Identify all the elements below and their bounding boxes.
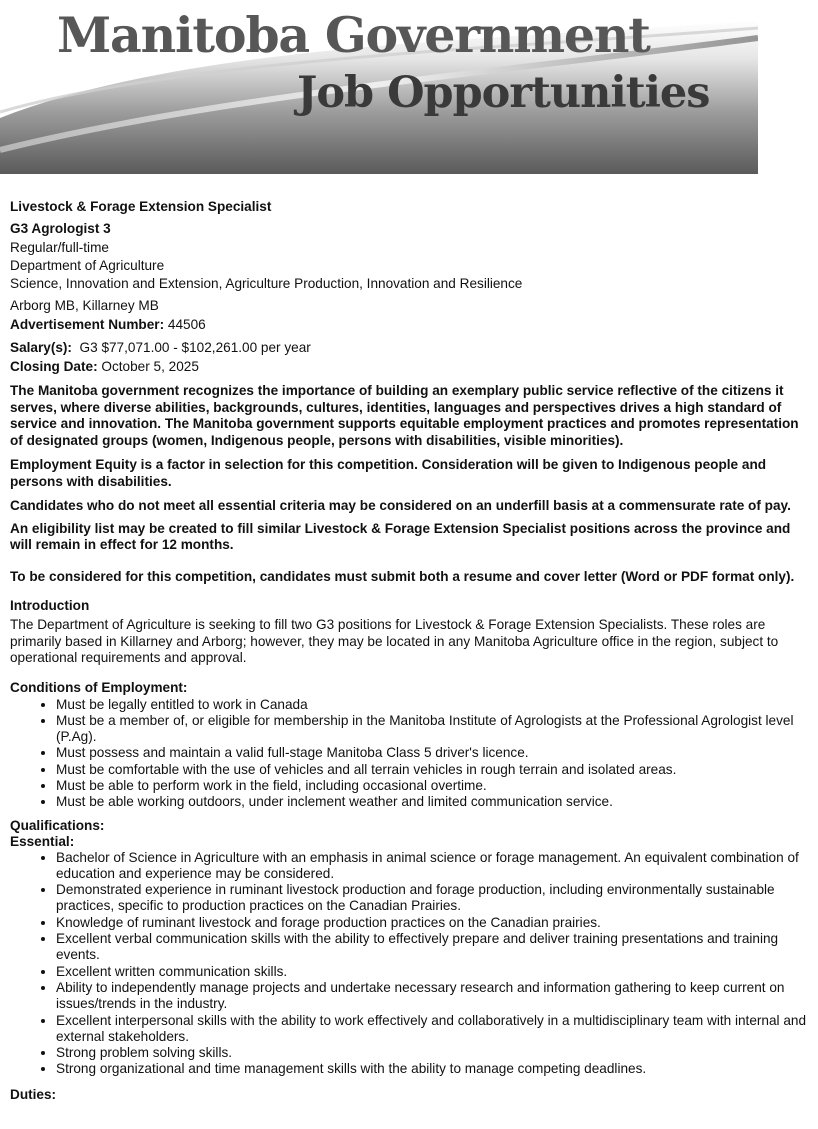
salary-value: G3 $77,071.00 - $102,261.00 per year bbox=[79, 340, 311, 355]
closing-date: October 5, 2025 bbox=[101, 359, 199, 374]
salary-row bbox=[10, 338, 810, 357]
list-item: • Strong organizational and time management skills with the ability to manage competing deadlines. bbox=[56, 1061, 810, 1077]
list-item: • Knowledge of ruminant livestock and forage production practices on the Canadian prairies. bbox=[56, 915, 810, 931]
list-item: • Must be legally entitled to work in Canada bbox=[56, 697, 810, 713]
list-item: • Must be a member of, or eligible for membership in the Manitoba Institute of Agrologists at the Professional Agrologist level (P.Ag). bbox=[56, 713, 810, 746]
list-item: • Must be comfortable with the use of vehicles and all terrain vehicles in rough terrain and isolated areas. bbox=[56, 762, 810, 778]
list-item: • Excellent verbal communication skills with the ability to effectively prepare and deliver training presentations and training events. bbox=[56, 931, 810, 964]
list-item: • Strong problem solving skills. bbox=[56, 1045, 810, 1061]
introduction-text: The Department of Agriculture is seeking to fill two G3 positions for Livestock & Forage Extension Specialists. These roles are primarily based in Killarney and Arborg; however, they may be located in any Manitoba Agriculture office in the region, subject to operational requirements and approval. bbox=[10, 617, 779, 665]
qualifications-heading: Qualifications: bbox=[10, 817, 105, 833]
conditions-list bbox=[10, 697, 810, 811]
banner-title-line2: Job Opportunities bbox=[297, 68, 710, 118]
advertisement-number: 44506 bbox=[167, 317, 206, 332]
list-item: • Must be able to perform work in the field, including occasional overtime. bbox=[56, 778, 810, 794]
employment-type: Regular/full-time bbox=[10, 240, 109, 255]
list-item: • Must be able working outdoors, under inclement weather and limited communication service. bbox=[56, 794, 810, 810]
banner-title-line1: Manitoba Government bbox=[57, 6, 650, 64]
underfill-statement: Candidates who do not meet all essential criteria may be considered on an underfill basis at a commensurate rate of pay. bbox=[10, 498, 791, 513]
job-classification: G3 Agrologist 3 bbox=[10, 221, 111, 236]
list-item: • Must possess and maintain a valid full-stage Manitoba Class 5 driver's licence. bbox=[56, 745, 810, 761]
job-posting bbox=[10, 197, 810, 1104]
header-banner bbox=[0, 0, 758, 174]
duties-heading: Duties: bbox=[10, 1086, 57, 1102]
locations: Arborg MB, Killarney MB bbox=[10, 298, 159, 313]
closing-date-row bbox=[10, 357, 810, 376]
advertisement-number-label: Advertisement Number: bbox=[10, 317, 165, 332]
department: Department of Agriculture bbox=[10, 258, 165, 273]
employment-equity-statement: Employment Equity is a factor in selection for this competition. Consideration will be given to Indigenous people and persons with disabilities. bbox=[10, 457, 767, 489]
conditions-heading: Conditions of Employment: bbox=[10, 679, 188, 695]
eligibility-list-statement: An eligibility list may be created to fill similar Livestock & Forage Extension Specialist positions across the province and will remain in effect for 12 months. bbox=[10, 520, 791, 552]
list-item: • Ability to independently manage projects and undertake necessary research and information gathering to keep current on issues/trends in the industry. bbox=[56, 980, 810, 1013]
list-item: • Excellent written communication skills. bbox=[56, 964, 810, 980]
application-requirements-statement: To be considered for this competition, candidates must submit both a resume and cover letter (Word or PDF format only). bbox=[10, 568, 795, 584]
essential-qualifications-list bbox=[10, 850, 810, 1078]
essential-subheading: Essential: bbox=[10, 833, 75, 849]
advertisement-number-row bbox=[10, 315, 810, 334]
list-item: • Bachelor of Science in Agriculture with an emphasis in animal science or forage management. An equivalent combination of education and experience may be considered. bbox=[56, 850, 810, 883]
closing-date-label: Closing Date: bbox=[10, 359, 98, 374]
salary-label: Salary(s): bbox=[10, 340, 72, 355]
job-title: Livestock & Forage Extension Specialist bbox=[10, 199, 272, 214]
list-item: • Demonstrated experience in ruminant livestock production and forage production, including environmentally sustainable practices, specific to production practices on the Canadian Prairies. bbox=[56, 882, 810, 915]
list-item: • Excellent interpersonal skills with the ability to work effectively and collaboratively in a multidisciplinary team with internal and external stakeholders. bbox=[56, 1013, 810, 1046]
diversity-statement: The Manitoba government recognizes the importance of building an exemplary public service reflective of the citizens it serves, where diverse abilities, backgrounds, cultures, identities, languages and perspectives drives a high standard of service and innovation. The Manitoba government supports equitable employment practices and promotes representation of designated groups (women, Indigenous people, persons with disabilities, visible minorities). bbox=[10, 383, 799, 448]
introduction-heading: Introduction bbox=[10, 598, 90, 613]
division: Science, Innovation and Extension, Agriculture Production, Innovation and Resilience bbox=[10, 276, 523, 291]
